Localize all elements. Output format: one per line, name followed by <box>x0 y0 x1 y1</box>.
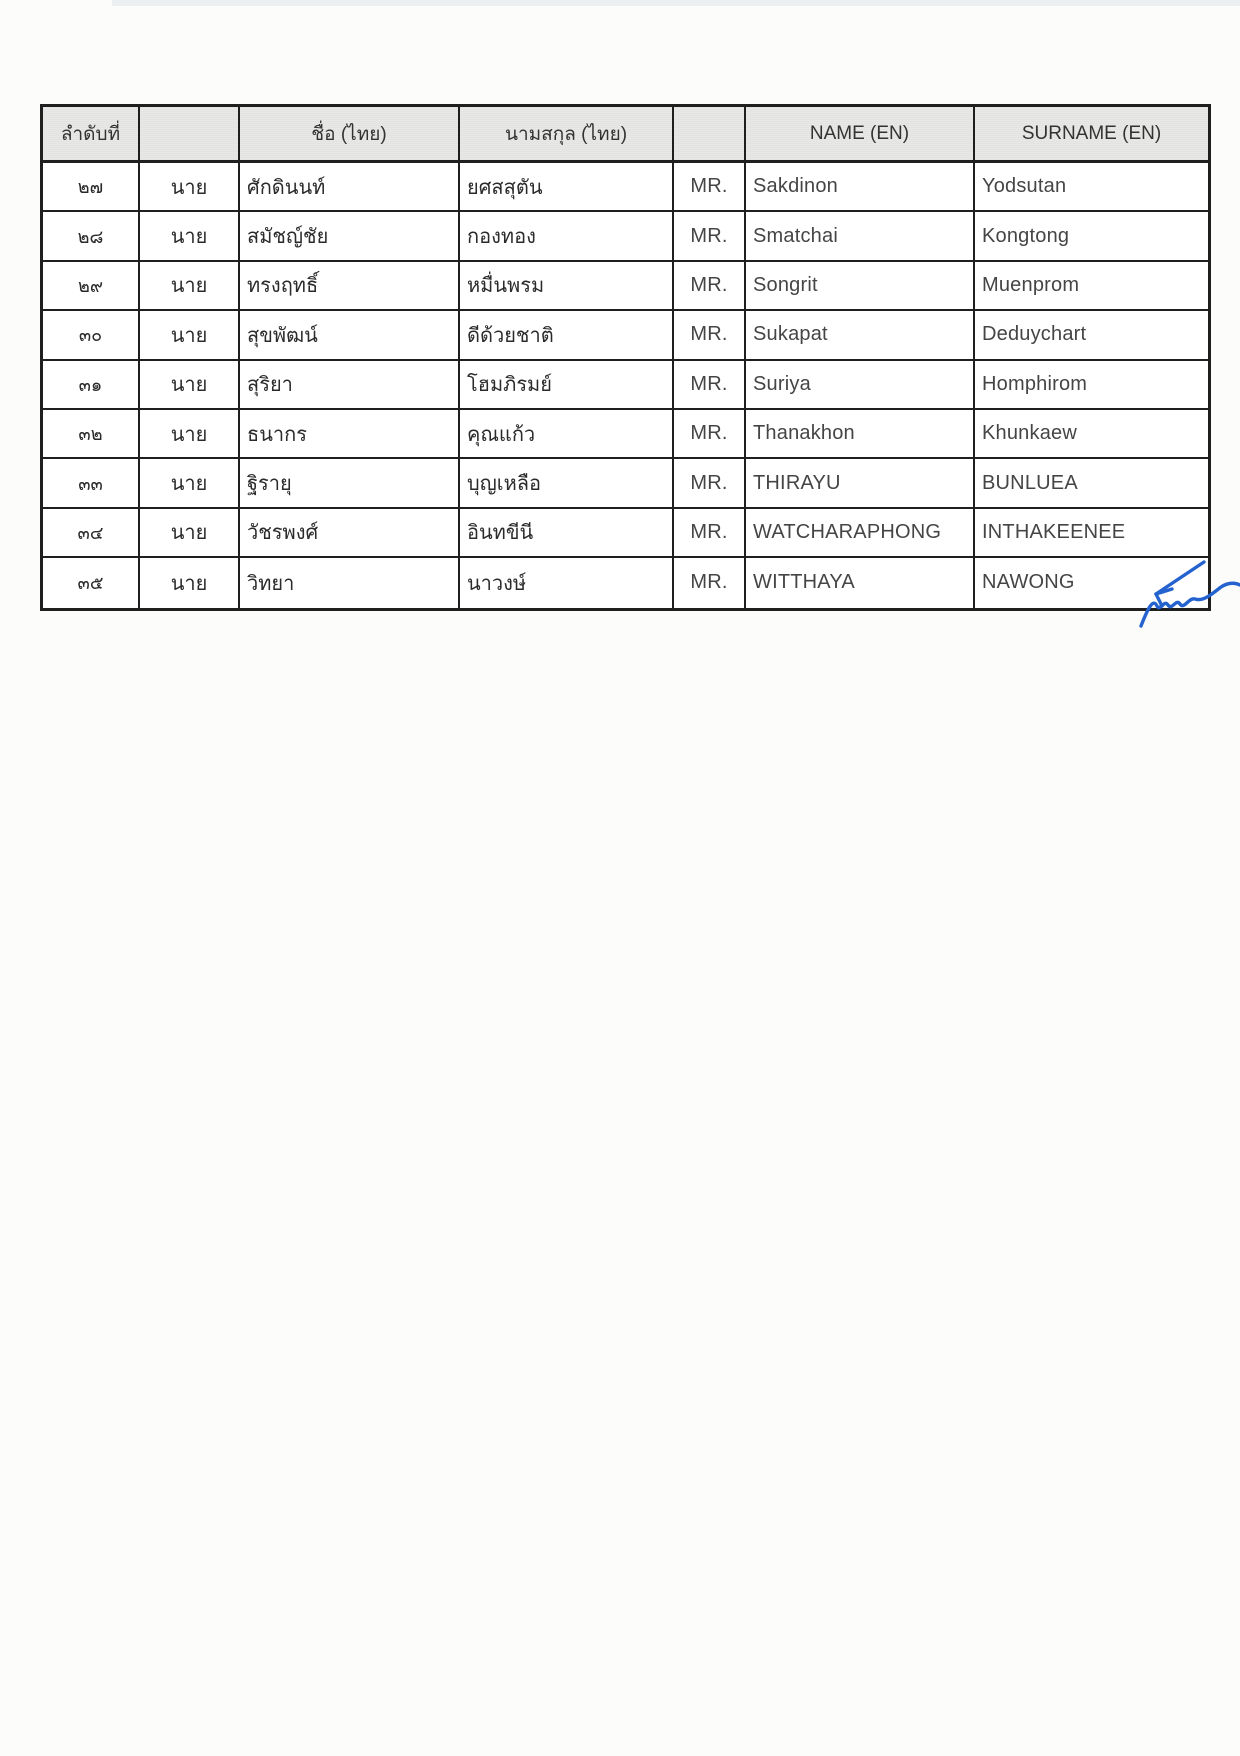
row-number-cell: ๒๘ <box>43 212 140 261</box>
header-last-name-th: นามสกุล (ไทย) <box>460 107 674 163</box>
name-list-table <box>40 104 1211 611</box>
last-name-en-cell: NAWONG <box>982 571 1075 594</box>
last-name-th-cell: อินทขีนี <box>460 509 674 558</box>
last-name-en-cell: Khunkaew <box>975 410 1208 459</box>
title-th-cell: นาย <box>140 509 240 558</box>
title-th-cell: นาย <box>140 459 240 508</box>
first-name-en-cell: WATCHARAPHONG <box>746 509 975 558</box>
last-name-en-cell: INTHAKEENEE <box>975 509 1208 558</box>
title-th-cell: นาย <box>140 262 240 311</box>
last-name-th-cell: นาวงษ์ <box>460 558 674 607</box>
title-en-cell: MR. <box>674 509 746 558</box>
title-en-cell: MR. <box>674 212 746 261</box>
first-name-en-cell: THIRAYU <box>746 459 975 508</box>
header-order-number: ลำดับที่ <box>43 107 140 163</box>
title-en-cell: MR. <box>674 459 746 508</box>
last-name-en-cell: Yodsutan <box>975 163 1208 212</box>
row-number-cell: ๓๑ <box>43 361 140 410</box>
header-surname-en: SURNAME (EN) <box>975 107 1208 163</box>
title-th-cell: นาย <box>140 311 240 360</box>
title-en-cell: MR. <box>674 361 746 410</box>
first-name-en-cell: Sakdinon <box>746 163 975 212</box>
last-name-en-cell: Deduychart <box>975 311 1208 360</box>
header-name-en: NAME (EN) <box>746 107 975 163</box>
last-name-th-cell: ยศสสุตัน <box>460 163 674 212</box>
last-name-en-cell: BUNLUEA <box>975 459 1208 508</box>
title-th-cell: นาย <box>140 361 240 410</box>
first-name-th-cell: วัชรพงศ์ <box>240 509 460 558</box>
first-name-th-cell: ฐิรายุ <box>240 459 460 508</box>
title-th-cell: นาย <box>140 212 240 261</box>
title-th-cell: นาย <box>140 410 240 459</box>
row-number-cell: ๓๒ <box>43 410 140 459</box>
header-first-name-th: ชื่อ (ไทย) <box>240 107 460 163</box>
first-name-en-cell: Suriya <box>746 361 975 410</box>
first-name-th-cell: ทรงฤทธิ์ <box>240 262 460 311</box>
title-en-cell: MR. <box>674 163 746 212</box>
first-name-th-cell: สุขพัฒน์ <box>240 311 460 360</box>
title-en-cell: MR. <box>674 558 746 607</box>
row-number-cell: ๓๕ <box>43 558 140 607</box>
last-name-en-cell: Homphirom <box>975 361 1208 410</box>
first-name-en-cell: Smatchai <box>746 212 975 261</box>
title-en-cell: MR. <box>674 410 746 459</box>
scan-edge-artifact <box>112 0 1240 6</box>
title-en-cell: MR. <box>674 311 746 360</box>
title-en-cell: MR. <box>674 262 746 311</box>
first-name-th-cell: วิทยา <box>240 558 460 607</box>
row-number-cell: ๓๐ <box>43 311 140 360</box>
last-name-en-cell: Kongtong <box>975 212 1208 261</box>
row-number-cell: ๓๔ <box>43 509 140 558</box>
title-th-cell: นาย <box>140 163 240 212</box>
row-number-cell: ๒๙ <box>43 262 140 311</box>
header-title-en <box>674 107 746 163</box>
last-name-en-cell: Muenprom <box>975 262 1208 311</box>
first-name-th-cell: สุริยา <box>240 361 460 410</box>
title-th-cell: นาย <box>140 558 240 607</box>
first-name-th-cell: ธนากร <box>240 410 460 459</box>
last-name-th-cell: คุณแก้ว <box>460 410 674 459</box>
header-title-th <box>140 107 240 163</box>
first-name-en-cell: WITTHAYA <box>746 558 975 607</box>
first-name-en-cell: Sukapat <box>746 311 975 360</box>
last-name-th-cell: หมื่นพรม <box>460 262 674 311</box>
first-name-en-cell: Songrit <box>746 262 975 311</box>
first-name-th-cell: สมัชญ์ชัย <box>240 212 460 261</box>
last-name-th-cell: บุญเหลือ <box>460 459 674 508</box>
first-name-en-cell: Thanakhon <box>746 410 975 459</box>
row-number-cell: ๓๓ <box>43 459 140 508</box>
row-number-cell: ๒๗ <box>43 163 140 212</box>
last-name-th-cell: ดีด้วยชาติ <box>460 311 674 360</box>
last-name-th-cell: กองทอง <box>460 212 674 261</box>
last-name-th-cell: โฮมภิรมย์ <box>460 361 674 410</box>
first-name-th-cell: ศักดินนท์ <box>240 163 460 212</box>
